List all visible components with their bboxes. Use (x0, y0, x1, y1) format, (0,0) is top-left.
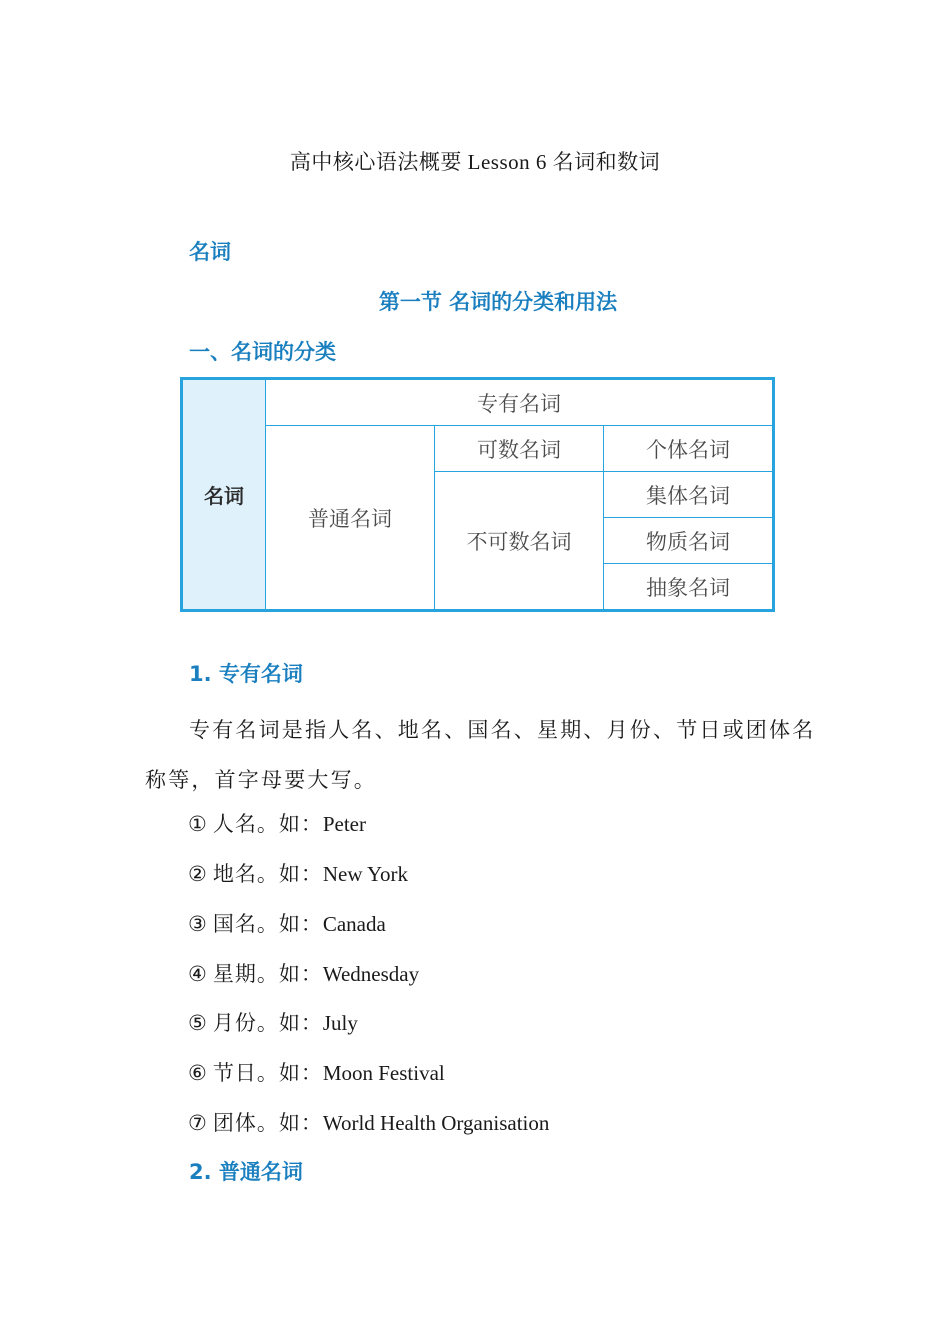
list-item: ⑦ 团体。如：World Health Organisation (188, 1111, 550, 1135)
proper-noun-heading: 1. 专有名词 (189, 662, 303, 686)
list-item: ① 人名。如：Peter (188, 812, 366, 836)
table-cell-abstract-noun: 抽象名词 (604, 564, 774, 611)
list-item: ⑥ 节日。如：Moon Festival (188, 1061, 445, 1085)
section-heading: 第一节 名词的分类和用法 (378, 290, 618, 314)
table-cell-uncountable-noun: 不可数名词 (435, 472, 604, 611)
chapter-heading: 名词 (189, 240, 231, 264)
page-title: 高中核心语法概要 Lesson 6 名词和数词 (289, 150, 661, 174)
common-noun-heading: 2. 普通名词 (189, 1160, 303, 1184)
table-cell-material-noun: 物质名词 (604, 518, 774, 564)
table-cell-countable-noun: 可数名词 (435, 426, 604, 472)
table-cell-common-noun: 普通名词 (266, 426, 435, 611)
list-item: ⑤ 月份。如：July (188, 1011, 358, 1035)
table-cell-individual-noun: 个体名词 (604, 426, 774, 472)
list-item: ② 地名。如：New York (188, 862, 409, 886)
noun-classification-table (180, 377, 775, 612)
table-cell-collective-noun: 集体名词 (604, 472, 774, 518)
list-item: ④ 星期。如：Wednesday (188, 962, 420, 986)
proper-noun-paragraph: 专有名词是指人名、地名、国名、星期、月份、节日或团体名称等，首字母要大写。 (145, 718, 816, 792)
classification-heading: 一、名词的分类 (189, 340, 336, 364)
table-cell-noun: 名词 (182, 379, 266, 611)
table-cell-proper-noun: 专有名词 (266, 379, 774, 426)
list-item: ③ 国名。如：Canada (188, 912, 386, 936)
